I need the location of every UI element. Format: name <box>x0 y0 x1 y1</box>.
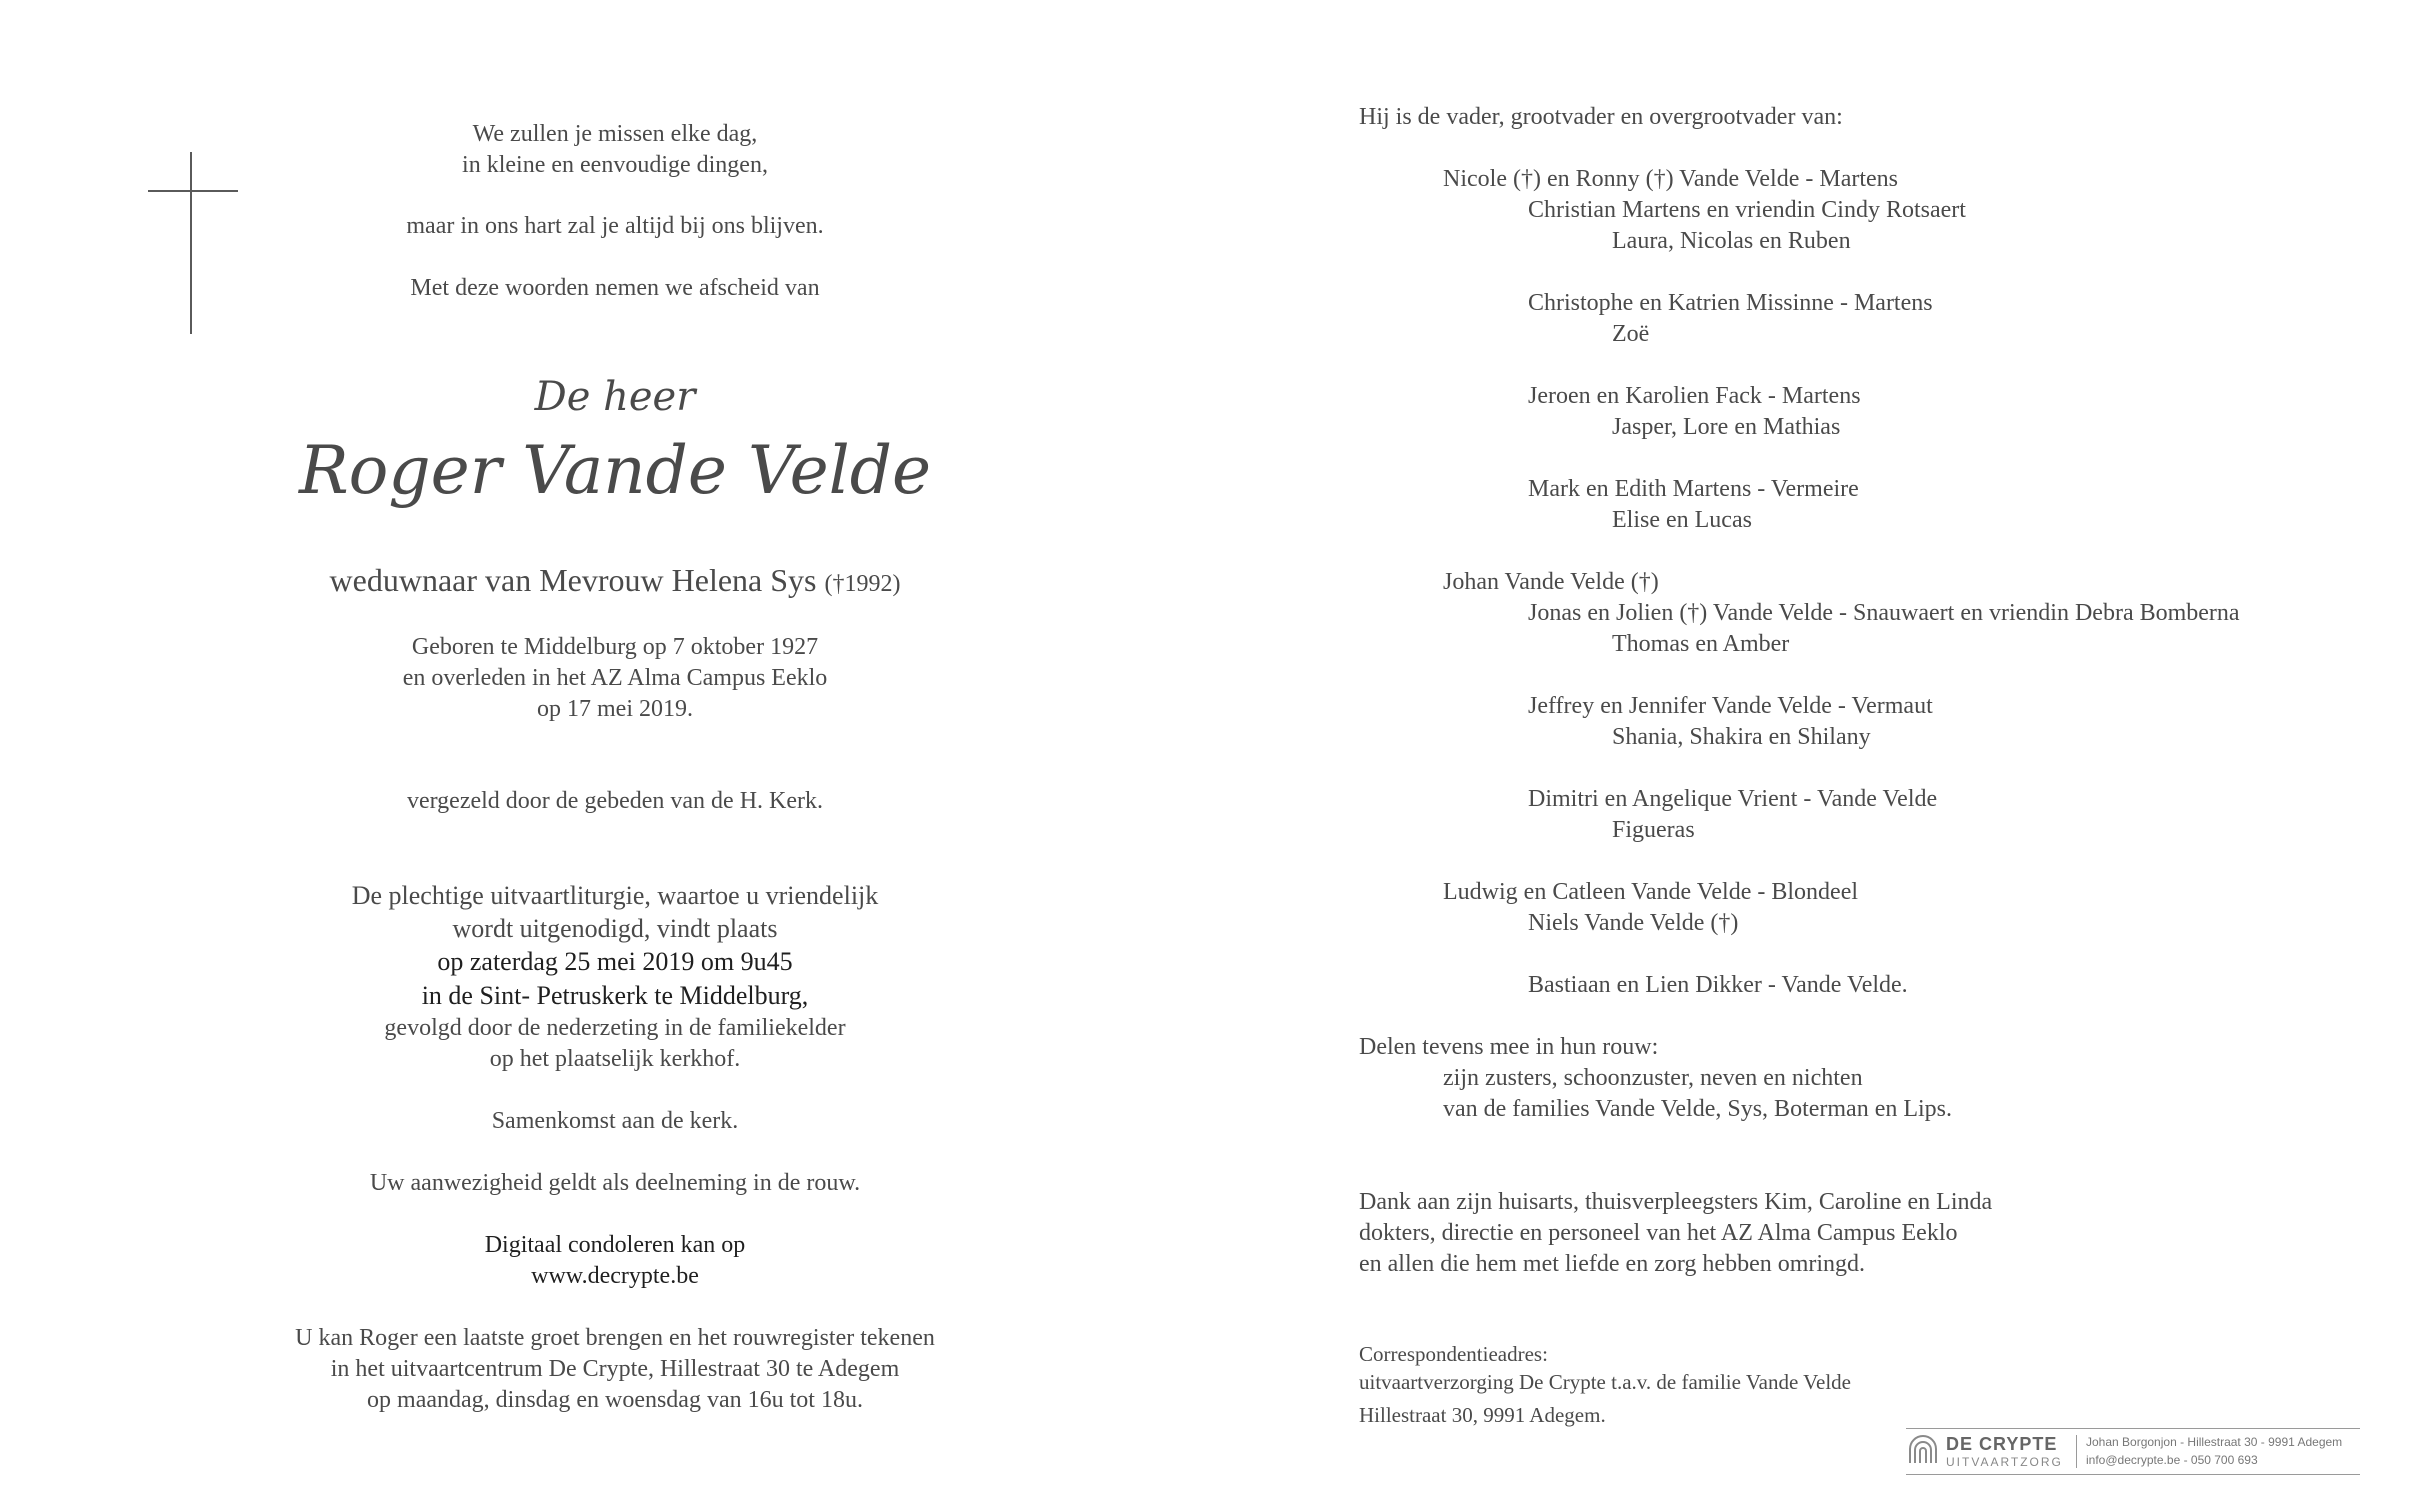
gathering-line: Samenkomst aan de kerk. <box>491 1108 739 1134</box>
sharing-line: zijn zusters, schoonzuster, neven en nichten <box>1443 1065 1863 1091</box>
cross-icon-bar <box>148 190 238 192</box>
family-line: Thomas en Amber <box>1612 631 1790 657</box>
family-line: Jonas en Jolien (†) Vande Velde - Snauwaert en vriendin Debra Bomberna <box>1528 600 2240 626</box>
deceased-name: Roger Vande Velde <box>298 432 932 509</box>
sharing-intro: Delen tevens mee in hun rouw: <box>1359 1034 1659 1060</box>
funeral-line: wordt uitgenodigd, vindt plaats <box>452 914 778 943</box>
family-line: Mark en Edith Martens - Vermeire <box>1528 476 1859 502</box>
thanks-line: en allen die hem met liefde en zorg hebben omringd. <box>1359 1251 1866 1277</box>
correspondence-line: uitvaartverzorging De Crypte t.a.v. de familie Vande Velde <box>1359 1370 1851 1394</box>
condolence-line: Digitaal condoleren kan op <box>484 1232 746 1258</box>
condolence-link[interactable]: www.decrypte.be <box>531 1263 699 1289</box>
funeral-date: op zaterdag 25 mei 2019 om 9u45 <box>437 947 793 976</box>
family-line: Ludwig en Catleen Vande Velde - Blondeel <box>1443 879 1859 905</box>
thanks-line: Dank aan zijn huisarts, thuisverpleegsters Kim, Caroline en Linda <box>1359 1189 1993 1215</box>
contact-address: Johan Borgonjon - Hillestraat 30 - 9991 Adegem <box>2086 1435 2343 1449</box>
family-line: Johan Vande Velde (†) <box>1443 569 1659 595</box>
visit-line: in het uitvaartcentrum De Crypte, Hillestraat 30 te Adegem <box>330 1356 900 1382</box>
widower-year: (†1992) <box>824 571 901 597</box>
family-intro: Hij is de vader, grootvader en overgrootvader van: <box>1359 104 1843 130</box>
family-line: Zoë <box>1612 321 1650 347</box>
poem-line: in kleine en eenvoudige dingen, <box>462 152 768 178</box>
funeral-line: op het plaatselijk kerkhof. <box>489 1046 741 1072</box>
cross-icon <box>190 152 192 334</box>
logo-subtitle: UITVAARTZORG <box>1946 1455 2063 1469</box>
contact-email-phone[interactable]: info@decrypte.be - 050 700 693 <box>2086 1453 2258 1467</box>
thanks-line: dokters, directie en personeel van het AZ Alma Campus Eeklo <box>1359 1220 1958 1246</box>
family-line: Jasper, Lore en Mathias <box>1612 414 1841 440</box>
church-line: vergezeld door de gebeden van de H. Kerk. <box>406 788 824 814</box>
family-line: Shania, Shakira en Shilany <box>1612 724 1871 750</box>
family-line: Elise en Lucas <box>1612 507 1752 533</box>
birth-line: Geboren te Middelburg op 7 oktober 1927 <box>411 634 819 660</box>
family-line: Laura, Nicolas en Ruben <box>1612 228 1851 254</box>
birth-line: en overleden in het AZ Alma Campus Eeklo <box>402 665 828 691</box>
poem-line: Met deze woorden nemen we afscheid van <box>410 275 820 301</box>
family-line: Jeroen en Karolien Fack - Martens <box>1528 383 1861 409</box>
funeral-line: De plechtige uitvaartliturgie, waartoe u vriendelijk <box>351 881 879 910</box>
family-line: Nicole (†) en Ronny (†) Vande Velde - Martens <box>1443 166 1898 192</box>
family-line: Christian Martens en vriendin Cindy Rotsaert <box>1528 197 1966 223</box>
family-line: Niels Vande Velde (†) <box>1528 910 1739 936</box>
poem-line: We zullen je missen elke dag, <box>472 121 758 147</box>
widower-line <box>210 560 1020 604</box>
visit-line: op maandag, dinsdag en woensdag van 16u tot 18u. <box>367 1387 863 1413</box>
funeral-home-footer <box>1906 1428 2360 1475</box>
crypte-arch-icon <box>1908 1435 1938 1465</box>
family-line: Jeffrey en Jennifer Vande Velde - Vermaut <box>1528 693 1933 719</box>
birth-line: op 17 mei 2019. <box>537 696 693 722</box>
widower-text: weduwnaar van Mevrouw Helena Sys <box>329 562 817 598</box>
visit-line: U kan Roger een laatste groet brengen en het rouwregister tekenen <box>295 1325 935 1351</box>
sharing-line: van de families Vande Velde, Sys, Boterman en Lips. <box>1443 1096 1953 1122</box>
logo-title: DE CRYPTE <box>1946 1434 2058 1454</box>
family-line: Figueras <box>1612 817 1695 843</box>
family-line: Dimitri en Angelique Vrient - Vande Velde <box>1528 786 1938 812</box>
correspondence-line: Hillestraat 30, 9991 Adegem. <box>1359 1403 1606 1427</box>
poem-line: maar in ons hart zal je altijd bij ons blijven. <box>406 213 824 239</box>
honorific: De heer <box>534 374 696 420</box>
footer-divider <box>2076 1435 2077 1468</box>
funeral-location: in de Sint- Petruskerk te Middelburg, <box>421 981 809 1010</box>
family-line: Christophe en Katrien Missinne - Martens <box>1528 290 1933 316</box>
funeral-line: gevolgd door de nederzeting in de familiekelder <box>384 1015 846 1041</box>
correspondence-label: Correspondentieadres: <box>1359 1342 1548 1366</box>
family-line: Bastiaan en Lien Dikker - Vande Velde. <box>1528 972 1908 998</box>
presence-line: Uw aanwezigheid geldt als deelneming in de rouw. <box>369 1170 861 1196</box>
